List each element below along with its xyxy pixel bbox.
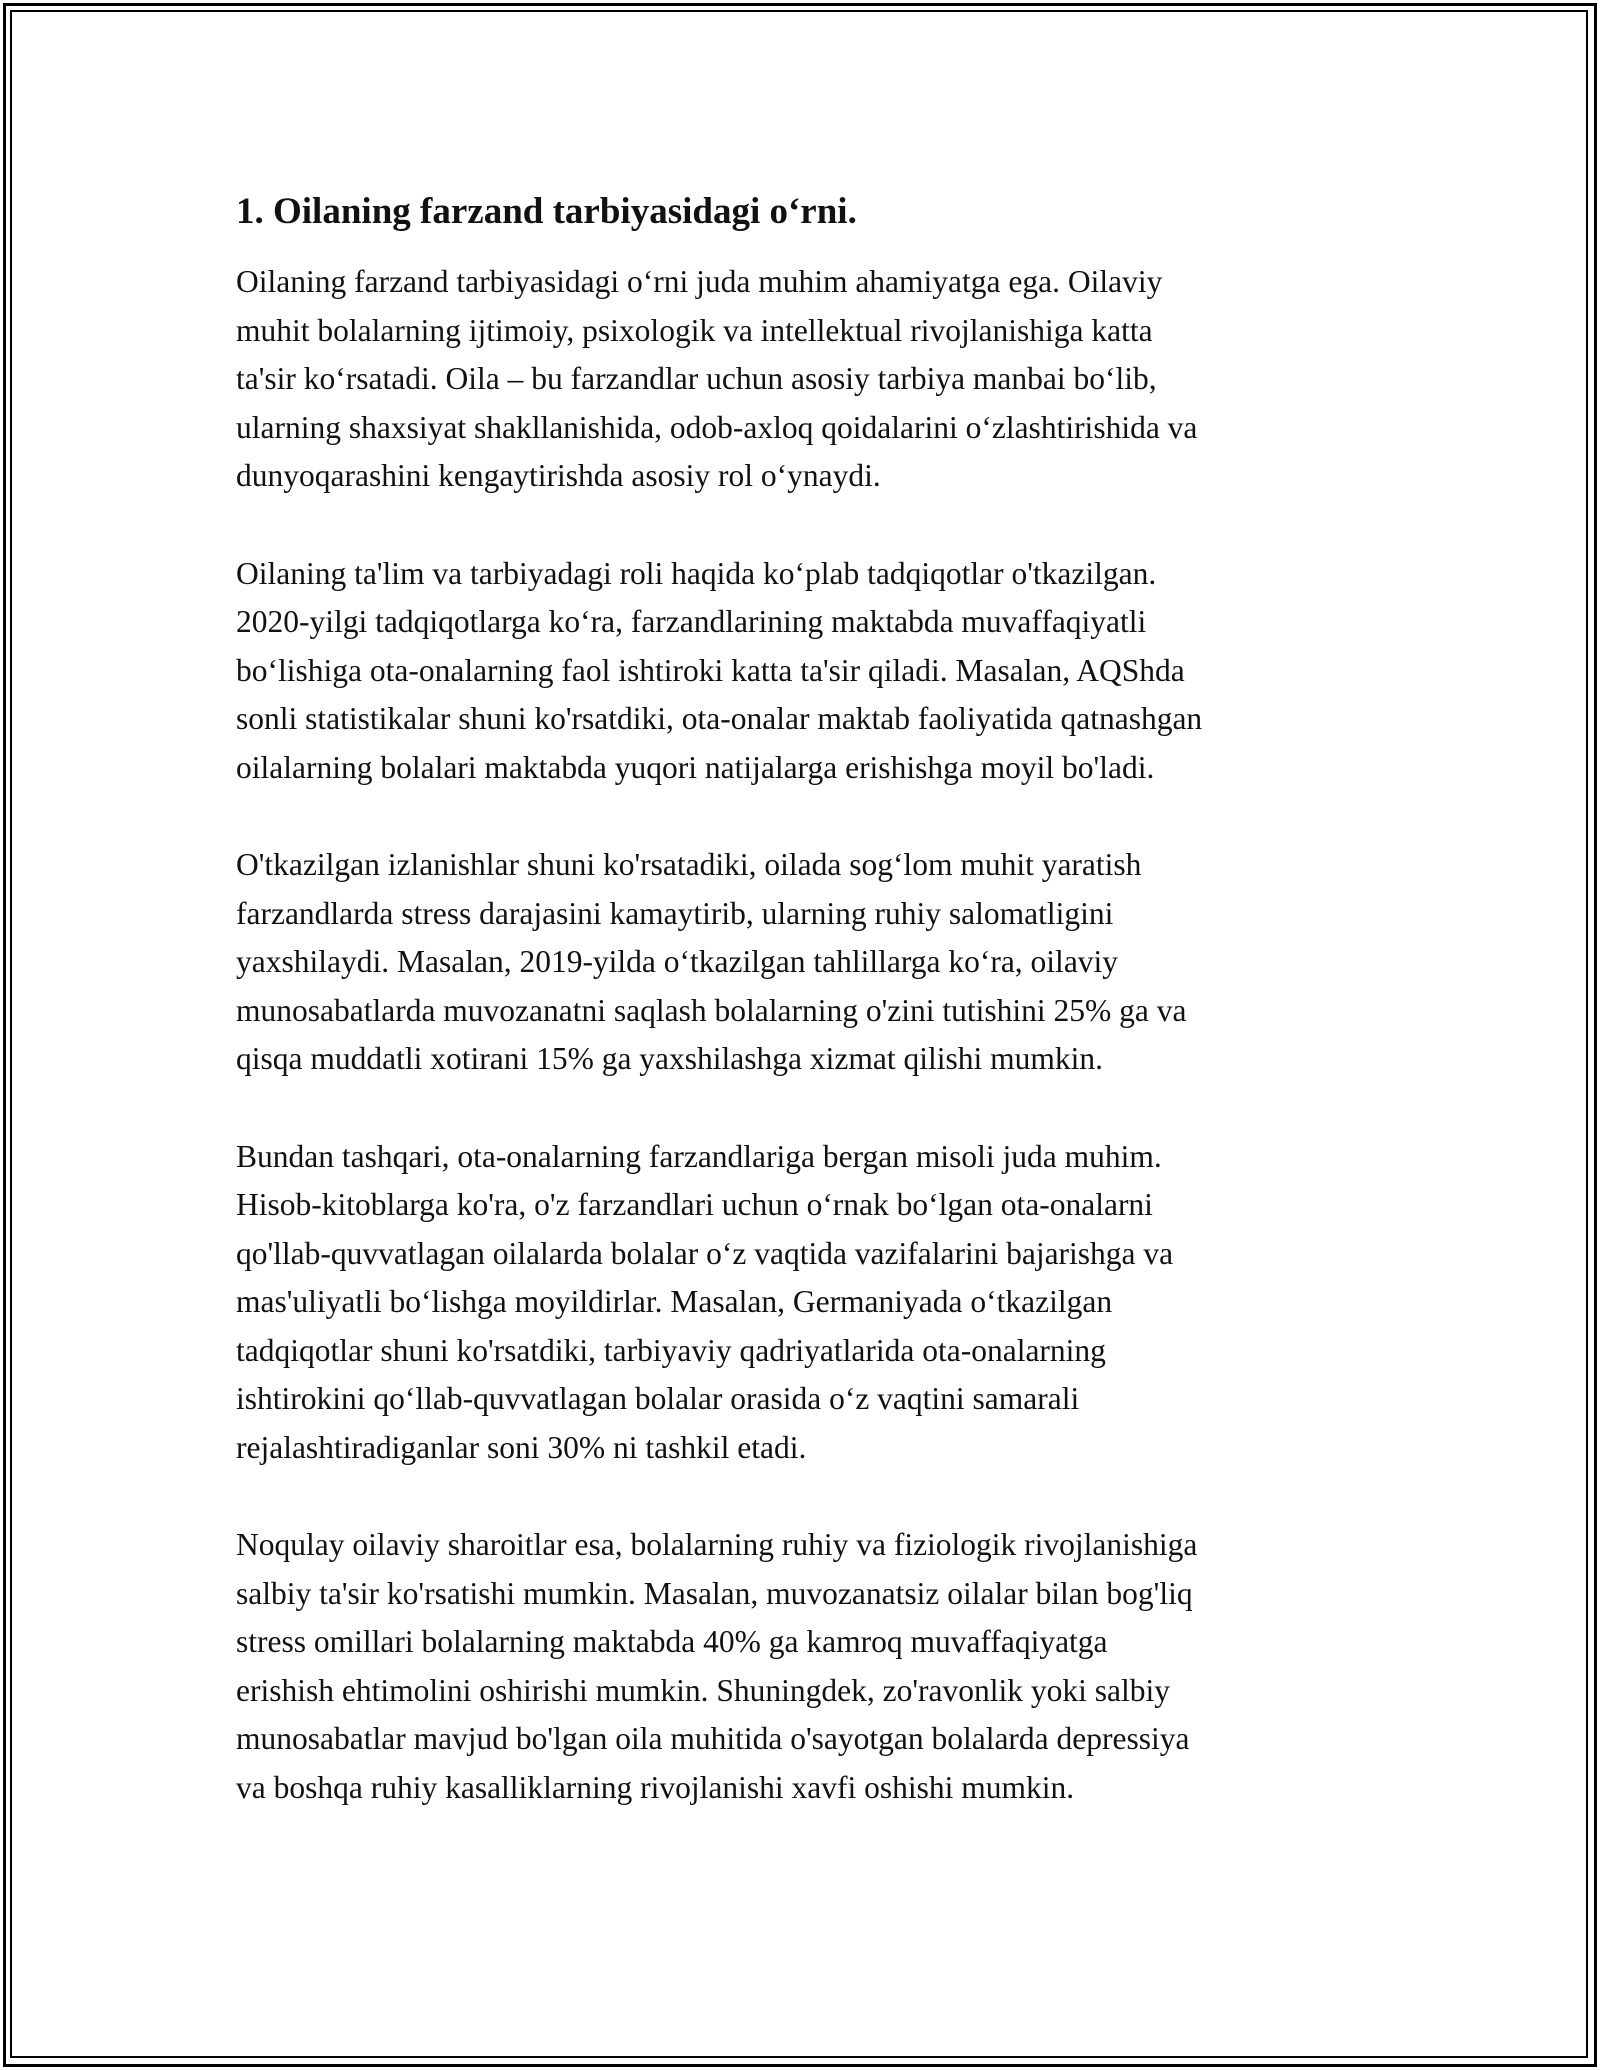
text-line: yaxshilaydi. Masalan, 2019-yilda o‘tkazilgan tahlillarga ko‘ra, oilaviy	[236, 944, 1119, 979]
text-line: 2020-yilgi tadqiqotlarga ko‘ra, farzandlarining maktabda muvaffaqiyatli	[236, 604, 1147, 639]
text-line: dunyoqarashini kengaytirishda asosiy rol o‘ynaydi.	[236, 458, 881, 493]
text-line: Noqulay oilaviy sharoitlar esa, bolalarning ruhiy va fiziologik rivojlanishiga	[236, 1527, 1198, 1562]
text-line: oilalarning bolalari maktabda yuqori natijalarga erishishga moyil bo'ladi.	[236, 749, 1155, 785]
text-line: va boshqa ruhiy kasalliklarning rivojlanishi xavfi oshishi mumkin.	[236, 1769, 1075, 1805]
text-line: rejalashtiradiganlar soni 30% ni tashkil etadi.	[236, 1429, 807, 1465]
paragraph-3	[236, 841, 1386, 1084]
text-line: O'tkazilgan izlanishlar shuni ko'rsatadiki, oilada sog‘lom muhit yaratish	[236, 847, 1142, 882]
text-line: muhit bolalarning ijtimoiy, psixologik va intellektual rivojlanishiga katta	[236, 312, 1153, 348]
text-line: sonli statistikalar shuni ko'rsatdiki, ota-onalar maktab faoliyatida qatnashgan	[236, 701, 1203, 736]
text-line: Oilaning farzand tarbiyasidagi o‘rni juda muhim ahamiyatga ega. Oilaviy	[236, 264, 1163, 299]
document-body	[236, 188, 1386, 1861]
text-line: ta'sir ko‘rsatadi. Oila – bu farzandlar uchun asosiy tarbiya manbai bo‘lib,	[236, 361, 1157, 396]
text-line: stress omillari bolalarning maktabda 40% ga kamroq muvaffaqiyatga	[236, 1624, 1108, 1659]
paragraph-2	[236, 550, 1386, 793]
text-line: Hisob-kitoblarga ko'ra, o'z farzandlari uchun o‘rnak bo‘lgan ota-onalarni	[236, 1187, 1153, 1222]
text-line: mas'uliyatli bo‘lishga moyildirlar. Masalan, Germaniyada o‘tkazilgan	[236, 1284, 1113, 1319]
text-line: ularning shaxsiyat shakllanishida, odob-axloq qoidalarini o‘zlashtirishida va	[236, 409, 1198, 445]
text-line: qisqa muddatli xotirani 15% ga yaxshilashga xizmat qilishi mumkin.	[236, 1041, 1104, 1076]
section-heading: 1. Oilaning farzand tarbiyasidagi o‘rni.	[236, 191, 857, 232]
text-line: qo'llab-quvvatlagan oilalarda bolalar o‘z vaqtida vazifalarini bajarishga va	[236, 1235, 1174, 1271]
paragraph-5	[236, 1521, 1386, 1812]
text-line: erishish ehtimolini oshirishi mumkin. Shuningdek, zo'ravonlik yoki salbiy	[236, 1672, 1171, 1708]
text-line: munosabatlar mavjud bo'lgan oila muhitida o'sayotgan bolalarda depressiya	[236, 1721, 1190, 1756]
text-line: Bundan tashqari, ota-onalarning farzandlariga bergan misoli juda muhim.	[236, 1138, 1162, 1174]
text-line: tadqiqotlar shuni ko'rsatdiki, tarbiyaviy qadriyatlarida ota-onalarning	[236, 1332, 1106, 1368]
text-line: salbiy ta'sir ko'rsatishi mumkin. Masalan, muvozanatsiz oilalar bilan bog'liq	[236, 1575, 1193, 1611]
text-line: bo‘lishiga ota-onalarning faol ishtiroki katta ta'sir qiladi. Masalan, AQShda	[236, 652, 1185, 688]
paragraph-4	[236, 1133, 1386, 1473]
text-line: ishtirokini qo‘llab-quvvatlagan bolalar orasida o‘z vaqtini samarali	[236, 1381, 1080, 1416]
text-line: munosabatlarda muvozanatni saqlash bolalarning o'zini tutishini 25% ga va	[236, 992, 1187, 1028]
text-line: farzandlarda stress darajasini kamaytirib, ularning ruhiy salomatligini	[236, 895, 1114, 931]
text-line: Oilaning ta'lim va tarbiyadagi roli haqida ko‘plab tadqiqotlar o'tkazilgan.	[236, 555, 1157, 591]
paragraph-1	[236, 258, 1386, 501]
